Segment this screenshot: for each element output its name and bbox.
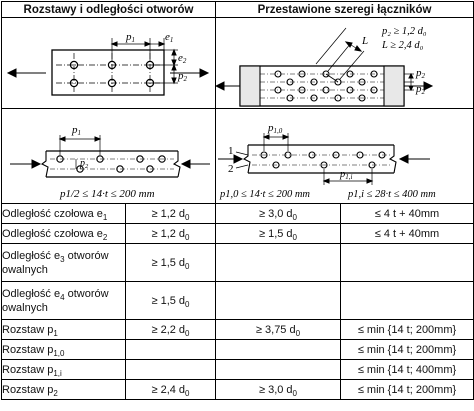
figure-staggered-rows <box>216 18 474 109</box>
cell-max: ≤ 4 t + 40mm <box>341 204 474 224</box>
label-p2-bottom: p2 <box>416 83 425 96</box>
label-p1i: p1,i <box>340 169 353 181</box>
spacing-table <box>1 1 474 400</box>
header-right: Przestawione szeregi łączników <box>216 2 474 18</box>
row-label: Odległość $e_4$ otworów owalnych <box>2 282 126 320</box>
condition-p2: p₂ ≥ 1,2 d₀ <box>382 26 427 37</box>
cell-min: ≥ 3,0 $d_0$ <box>216 204 341 224</box>
cell-min: ≥ 3,75 $d_0$ <box>216 320 341 340</box>
condition-L: L ≥ 2,4 d₀ <box>382 40 424 51</box>
figure-compression-spacing <box>2 109 216 204</box>
cell-max: ≤ 4 t + 40mm <box>341 224 474 244</box>
table-row <box>2 320 474 340</box>
table-row <box>2 360 474 380</box>
label-p10: p1,0 <box>268 122 283 135</box>
cell-max <box>341 244 474 282</box>
row-label: Rozstaw $p_1$ <box>2 320 126 340</box>
label-p1: p1 <box>72 124 81 137</box>
spacing-table-sheet <box>1 1 473 409</box>
cell-min: ≥ 3,0 $d_0$ <box>216 380 341 400</box>
label-p1: p1 <box>126 31 135 44</box>
cell-max: ≤ min {14 t; 200mm} <box>341 340 474 360</box>
label-L: L <box>362 35 369 47</box>
row-label: Odległość $e_3$ otworów owalnych <box>2 244 126 282</box>
cell-bolts <box>126 340 216 360</box>
figure-outer-inner-rows <box>216 109 474 204</box>
table-row <box>2 282 474 320</box>
staggered-rows-diagram <box>216 18 474 108</box>
figure-hole-spacing <box>2 18 216 109</box>
row-label: Odległość czołowa $e_1$ <box>2 204 126 224</box>
row-label: Rozstaw $p_{1,i}$ <box>2 360 126 380</box>
figure-row-2 <box>2 109 474 204</box>
cell-min <box>216 282 341 320</box>
outer-inner-rows-diagram <box>216 109 474 203</box>
cell-bolts: ≥ 1,5 $d_0$ <box>126 282 216 320</box>
caption-compression: p1/2 ≤ 14·t ≤ 200 mm <box>60 188 155 200</box>
label-e2: e2 <box>178 52 187 65</box>
compression-spacing-diagram <box>2 109 214 203</box>
label-p2: p2 <box>178 70 187 83</box>
caption-inner-row: p1,i ≤ 28·t ≤ 400 mm <box>348 189 436 200</box>
table-row <box>2 204 474 224</box>
caption-outer-row: p1,0 ≤ 14·t ≤ 200 mm <box>220 189 310 200</box>
cell-bolts: ≥ 2,4 $d_0$ <box>126 380 216 400</box>
table-row <box>2 224 474 244</box>
cell-bolts: ≥ 1,5 $d_0$ <box>126 244 216 282</box>
cell-min <box>216 244 341 282</box>
table-row <box>2 380 474 400</box>
row-label: Rozstaw $p_2$ <box>2 380 126 400</box>
label-p2-top: p2 <box>416 67 425 80</box>
cell-bolts: ≥ 1,2 $d_0$ <box>126 204 216 224</box>
header-left: Rozstawy i odległości otworów <box>2 2 216 18</box>
row-marker-1: 1 <box>228 145 234 157</box>
label-p2: $p_2$ <box>80 158 89 170</box>
cell-max: ≤ min {14 t; 200mm} <box>341 380 474 400</box>
cell-min <box>216 340 341 360</box>
cell-max: ≤ min {14 t; 200mm} <box>341 320 474 340</box>
cell-max: ≤ min {14 t; 400mm} <box>341 360 474 380</box>
cell-max <box>341 282 474 320</box>
header-row <box>2 2 474 18</box>
cell-bolts: ≥ 2,2 $d_0$ <box>126 320 216 340</box>
cell-min <box>216 360 341 380</box>
hole-spacing-diagram <box>2 18 214 108</box>
cell-min: ≥ 1,5 $d_0$ <box>216 224 341 244</box>
cell-bolts <box>126 360 216 380</box>
figure-row-1 <box>2 18 474 109</box>
row-label: Rozstaw $p_{1,0}$ <box>2 340 126 360</box>
table-row <box>2 340 474 360</box>
label-e1: e1 <box>165 31 174 44</box>
cell-bolts: ≥ 1,2 $d_0$ <box>126 224 216 244</box>
row-label: Odległość czołowa $e_2$ <box>2 224 126 244</box>
row-marker-2: 2 <box>228 163 234 175</box>
table-row <box>2 244 474 282</box>
